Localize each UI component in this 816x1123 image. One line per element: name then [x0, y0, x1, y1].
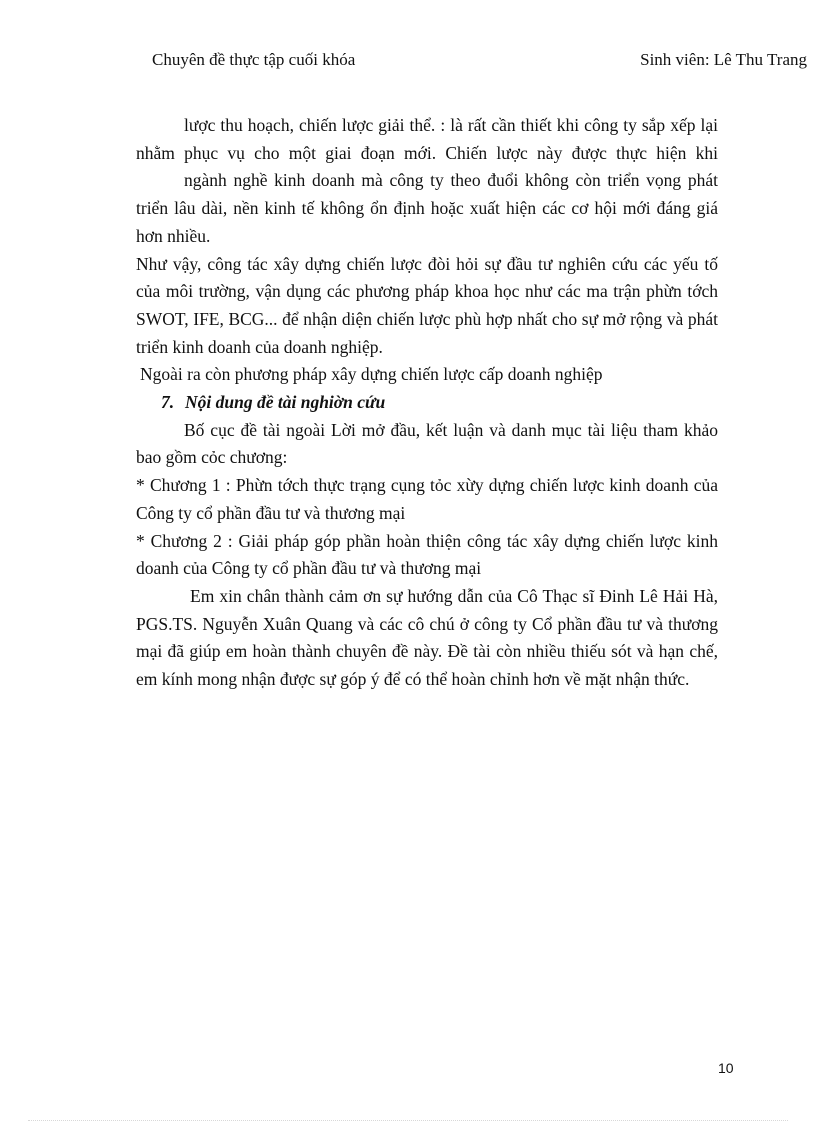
page-bottom-divider [28, 1120, 788, 1121]
paragraph-acknowledgement: Em xin chân thành cảm ơn sự hướng dẫn của Cô Thạc sĩ Đinh Lê Hải Hà, PGS.TS. Nguyễn Xuân Quang và các cô chú ở công ty Cổ phần đầu tư và thương mại đã giúp em hoàn thành chuyên đề này. Đề tài còn nhiều thiếu sót và hạn chế, em kính mong nhận được sự góp ý để có thể hoàn chỉnh hơn về mặt nhận thức. [136, 585, 718, 690]
document-body [136, 112, 718, 694]
section-number: 7. [161, 392, 175, 413]
header-student-name: Sinh viên: Lê Thu Trang [640, 50, 807, 69]
paragraph-strategy-harvest: lược thu hoạch, chiến lược giải thể. : là rất cần thiết khi công ty sắp xếp lại nhằm phục vụ cho một giai đoạn mới. Chiến lược này được thực hiện khi [136, 115, 718, 163]
paragraph-strategy-conditions: ngành nghề kinh doanh mà công ty theo đuổi không còn triển vọng phát triển lâu dài, nền kinh tế không ổn định hoặc xuất hiện các cơ hội mới đáng giá hơn nhiều. [136, 170, 718, 246]
paragraph-strategy-summary: Như vậy, công tác xây dựng chiến lược đòi hỏi sự đầu tư nghiên cứu các yếu tố của môi trường, vận dụng các phương pháp khoa học như các ma trận phừn tớch SWOT, IFE, BCG... để nhận diện chiến lược phù hợp nhất cho sự mở rộng và phát triển kinh doanh của doanh nghiệp. [136, 253, 718, 357]
section-heading [136, 389, 718, 417]
page-number: 10 [718, 1060, 734, 1076]
paragraph-corporate-strategy-note: Ngoài ra còn phương pháp xây dựng chiến lược cấp doanh nghiệp [140, 364, 603, 385]
page-header [0, 50, 816, 74]
section-title: Nội dung đề tài nghiờn cứu [185, 392, 386, 413]
list-item-chapter-2: * Chương 2 : Giải pháp góp phần hoàn thiện công tác xây dựng chiến lược kinh doanh của Công ty cổ phần đầu tư và thương mại [136, 530, 718, 579]
paragraph-structure-intro: Bố cục đề tài ngoài Lời mở đầu, kết luận và danh mục tài liệu tham khảo bao gồm cỏc chương: [136, 419, 718, 468]
header-document-title: Chuyên đề thực tập cuối khóa [152, 50, 356, 69]
list-item-chapter-1: * Chương 1 : Phừn tớch thực trạng cụng tỏc xừy dựng chiến lược kinh doanh của Công ty cổ phần đầu tư và thương mại [136, 475, 718, 523]
